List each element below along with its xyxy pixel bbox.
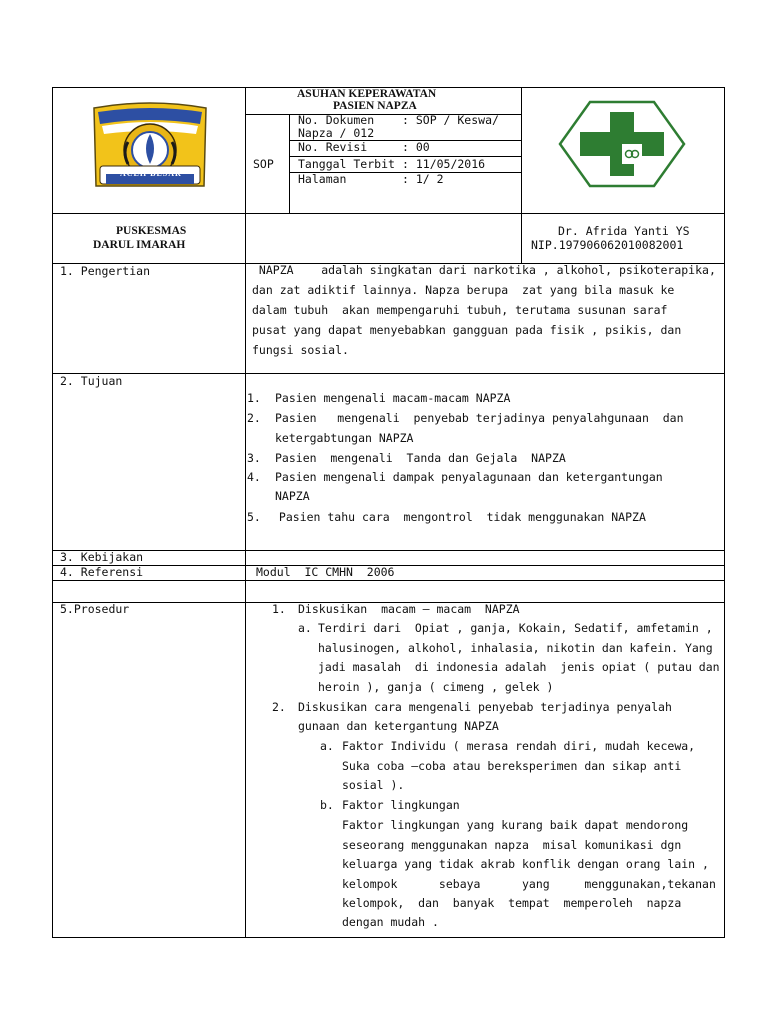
- signer-name: Dr. Afrida Yanti YS: [558, 224, 690, 238]
- prosedur-step-number: 2.: [272, 700, 286, 714]
- doc-number-label: No. Dokumen: [298, 113, 375, 127]
- tujuan-item-number: 5.: [247, 510, 261, 524]
- aceh-besar-logo: [88, 102, 212, 196]
- pengertian-row-bottom: [52, 373, 725, 374]
- referensi-label: 4. Referensi: [60, 565, 144, 579]
- org-name-line1: PUSKESMAS: [116, 225, 187, 237]
- doc-number-value-cont: Napza / 012: [298, 126, 375, 140]
- tujuan-item-number: 1.: [247, 391, 261, 405]
- tujuan-item-cont: NAPZA: [275, 489, 310, 503]
- prosedur-sub-line: Suka coba –coba atau bereksperimen dan sikap anti: [342, 759, 682, 773]
- prosedur-sub-number: a.: [320, 739, 334, 753]
- logo-banner-text: ACEH BESAR: [120, 169, 182, 178]
- sop-divider: [289, 114, 290, 213]
- pengertian-line: dalam tubuh akan mempengaruhi tubuh, terutama susunan saraf: [252, 303, 668, 317]
- tujuan-row-bottom: [52, 550, 725, 551]
- tujuan-label: 2. Tujuan: [60, 374, 123, 388]
- pengertian-line: NAPZA adalah singkatan dari narkotika , alkohol, psikoterapika,: [252, 263, 716, 277]
- issue-date-value: : 11/05/2016: [402, 157, 486, 171]
- prosedur-label: 5.Prosedur: [60, 602, 130, 616]
- tujuan-item-number: 4.: [247, 470, 261, 484]
- prosedur-sub-line: keluarga yang tidak akrab konflik dengan orang lain ,: [342, 857, 709, 871]
- prosedur-step-title-cont: gunaan dan ketergantung NAPZA: [298, 719, 499, 733]
- referensi-row-bottom: [52, 580, 725, 581]
- tujuan-item-number: 2.: [247, 411, 261, 425]
- table-border-bottom: [52, 937, 725, 938]
- prosedur-sub-line: kelompok sebaya yang menggunakan,tekanan: [342, 877, 716, 891]
- doc-title-line2: PASIEN NAPZA: [333, 100, 417, 112]
- page-label: Halaman: [298, 172, 347, 186]
- sop-label: SOP: [253, 157, 274, 171]
- pengertian-line: pusat yang dapat menyebabkan gangguan pada fisik , psikis, dan: [252, 323, 682, 337]
- prosedur-sub-line: halusinogen, alkohol, inhalasia, nikotin dan kafein. Yang: [318, 641, 713, 655]
- prosedur-sub-line: Terdiri dari Opiat , ganja, Kokain, Sedatif, amfetamin ,: [318, 621, 713, 635]
- table-border-left: [52, 87, 53, 938]
- doc-number-value: : SOP / Keswa/: [402, 113, 499, 127]
- prosedur-step-title: Diskusikan cara mengenali penyebab terjadinya penyalah: [298, 700, 672, 714]
- table-border-right: [724, 87, 725, 938]
- prosedur-sub-number: b.: [320, 798, 334, 812]
- referensi-value: Modul IC CMHN 2006: [256, 565, 395, 579]
- tujuan-item-cont: ketergabtungan NAPZA: [275, 431, 414, 445]
- pengertian-label: 1. Pengertian: [60, 264, 151, 278]
- prosedur-sub-line: Faktor lingkungan yang kurang baik dapat mendorong: [342, 818, 689, 832]
- prosedur-sub-line: heroin ), ganja ( cimeng , gelek ): [318, 680, 554, 694]
- revision-label: No. Revisi: [298, 140, 368, 154]
- prosedur-sub-line: sosial ).: [342, 778, 405, 792]
- issue-date-label: Tanggal Terbit: [298, 157, 395, 171]
- org-name-line2: DARUL IMARAH: [93, 239, 186, 251]
- signer-nip: NIP.197906062010082001: [531, 238, 684, 252]
- puskesmas-cross-logo: [558, 100, 686, 188]
- doc-title-line1: ASUHAN KEPERAWATAN: [297, 88, 437, 100]
- pengertian-line: dan zat adiktif lainnya. Napza berupa zat yang bila masuk ke: [252, 283, 675, 297]
- pengertian-line: fungsi sosial.: [252, 343, 349, 357]
- tujuan-item: Pasien mengenali Tanda dan Gejala NAPZA: [275, 451, 566, 465]
- prosedur-step-number: 1.: [272, 602, 286, 616]
- prosedur-sub-number: a.: [298, 621, 312, 635]
- page-value: : 1/ 2: [402, 172, 444, 186]
- prosedur-step-title: Diskusikan macam – macam NAPZA: [298, 602, 520, 616]
- prosedur-sub-line: Faktor Individu ( merasa rendah diri, mudah kecewa,: [342, 739, 696, 753]
- tujuan-item-number: 3.: [247, 451, 261, 465]
- tujuan-item: Pasien mengenali dampak penyalagunaan dan ketergantungan: [275, 470, 663, 484]
- prosedur-sub-line: jadi masalah di indonesia adalah jenis opiat ( putau dan: [318, 660, 720, 674]
- tujuan-item: Pasien mengenali macam-macam NAPZA: [275, 391, 511, 405]
- tujuan-item: Pasien tahu cara mengontrol tidak menggunakan NAPZA: [272, 510, 646, 524]
- header-bottom-line: [52, 213, 725, 214]
- prosedur-sub-line: kelompok, dan banyak tempat memperoleh napza: [342, 896, 682, 910]
- prosedur-sub-title: Faktor lingkungan: [342, 798, 460, 812]
- table-col-divider: [245, 87, 246, 938]
- pengertian-text: [252, 260, 718, 360]
- prosedur-sub-line: dengan mudah .: [342, 915, 439, 929]
- tujuan-item: Pasien mengenali penyebab terjadinya penyalahgunaan dan: [275, 411, 684, 425]
- prosedur-sub-line: seseorang menggunakan napza misal komunikasi dgn: [342, 838, 682, 852]
- kebijakan-label: 3. Kebijakan: [60, 550, 144, 564]
- revision-value: : 00: [402, 140, 430, 154]
